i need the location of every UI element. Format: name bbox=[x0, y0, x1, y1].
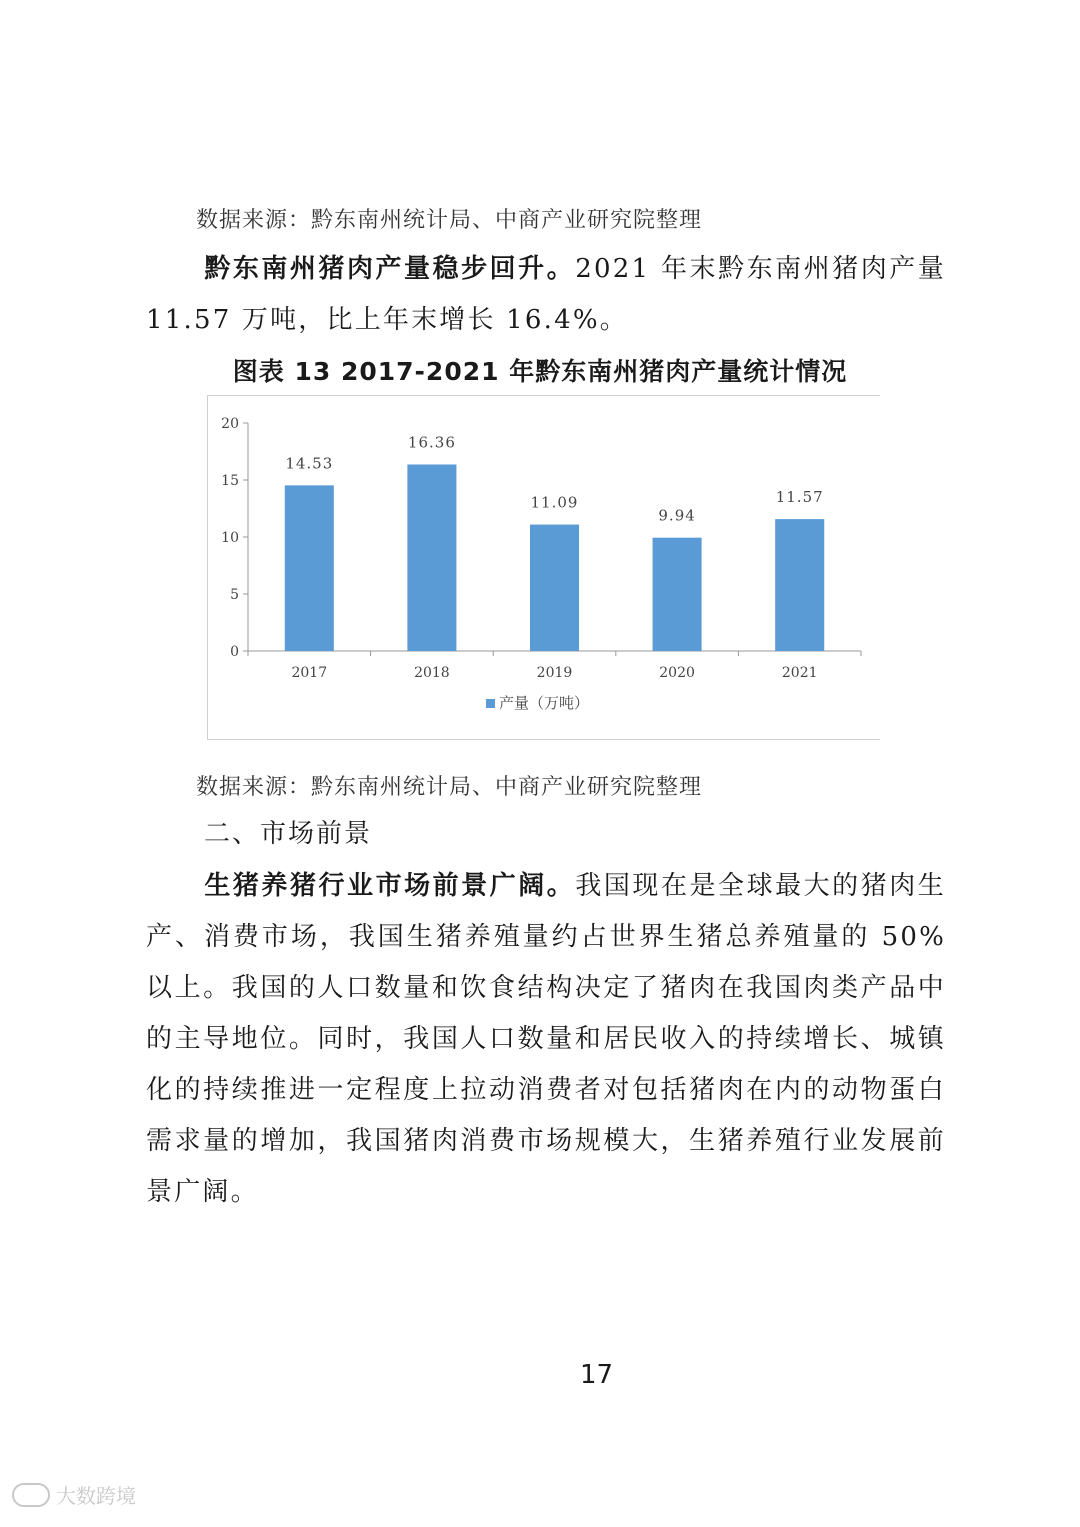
intro-text: 2021 年末黔东南州猪肉产量 11.57 万吨，比上年末增长 16.4%。 bbox=[146, 254, 946, 335]
x-tick-label-2020: 2020 bbox=[659, 665, 695, 681]
data-label-2020: 9.94 bbox=[658, 506, 696, 525]
chart-frame bbox=[207, 395, 880, 740]
data-source-note-bottom: 数据来源：黔东南州统计局、中商产业研究院整理 bbox=[196, 775, 703, 800]
bar-2017 bbox=[285, 485, 334, 651]
page-number: 17 bbox=[580, 1360, 614, 1390]
legend-swatch bbox=[486, 699, 495, 708]
intro-paragraph bbox=[146, 244, 946, 346]
x-tick-label-2021: 2021 bbox=[781, 665, 818, 681]
market-text: 我国现在是全球最大的猪肉生产、消费市场，我国生猪养殖量约占世界生猪总养殖量的 50%以上。我国的人口数量和饮食结构决定了猪肉在我国肉类产品中的主导地位。同时，我国人口数量和居民收入的持续增长、城镇化的持续推进一定程度上拉动消费者对包括猪肉在内的动物蛋白需求量的增加，我国猪肉消费市场规模大，生猪养殖行业发展前景广阔。 bbox=[146, 871, 946, 1207]
chart-title: 图表 13 2017-2021 年黔东南州猪肉产量统计情况 bbox=[232, 357, 848, 386]
watermark bbox=[12, 1480, 136, 1509]
y-tick-label: 15 bbox=[221, 473, 239, 489]
x-tick-label-2018: 2018 bbox=[414, 665, 450, 681]
intro-bold-lead: 黔东南州猪肉产量稳步回升。 bbox=[204, 254, 576, 284]
bar-2019 bbox=[530, 525, 579, 651]
y-tick-label: 5 bbox=[230, 587, 239, 603]
bar-2021 bbox=[775, 519, 824, 651]
data-source-note: 数据来源：黔东南州统计局、中商产业研究院整理 bbox=[196, 208, 703, 233]
watermark-text: 大数跨境 bbox=[56, 1484, 136, 1508]
y-tick-label: 0 bbox=[230, 644, 239, 660]
watermark-logo-icon bbox=[12, 1483, 50, 1507]
market-bold-lead: 生猪养猪行业市场前景广阔。 bbox=[204, 871, 576, 901]
data-label-2021: 11.57 bbox=[775, 488, 824, 507]
x-tick-label-2019: 2019 bbox=[536, 665, 573, 681]
market-paragraph bbox=[146, 861, 946, 1218]
bar-2018 bbox=[407, 464, 456, 651]
data-label-2019: 11.09 bbox=[530, 493, 579, 512]
x-tick-label-2017: 2017 bbox=[291, 665, 328, 681]
y-tick-label: 20 bbox=[221, 416, 239, 432]
bar-2020 bbox=[653, 538, 702, 651]
y-tick-label: 10 bbox=[221, 530, 239, 546]
section-heading: 二、市场前景 bbox=[204, 819, 373, 849]
data-label-2018: 16.36 bbox=[407, 433, 456, 452]
bar-chart bbox=[208, 396, 881, 741]
legend-label: 产量（万吨） bbox=[499, 694, 590, 712]
data-label-2017: 14.53 bbox=[285, 454, 334, 473]
